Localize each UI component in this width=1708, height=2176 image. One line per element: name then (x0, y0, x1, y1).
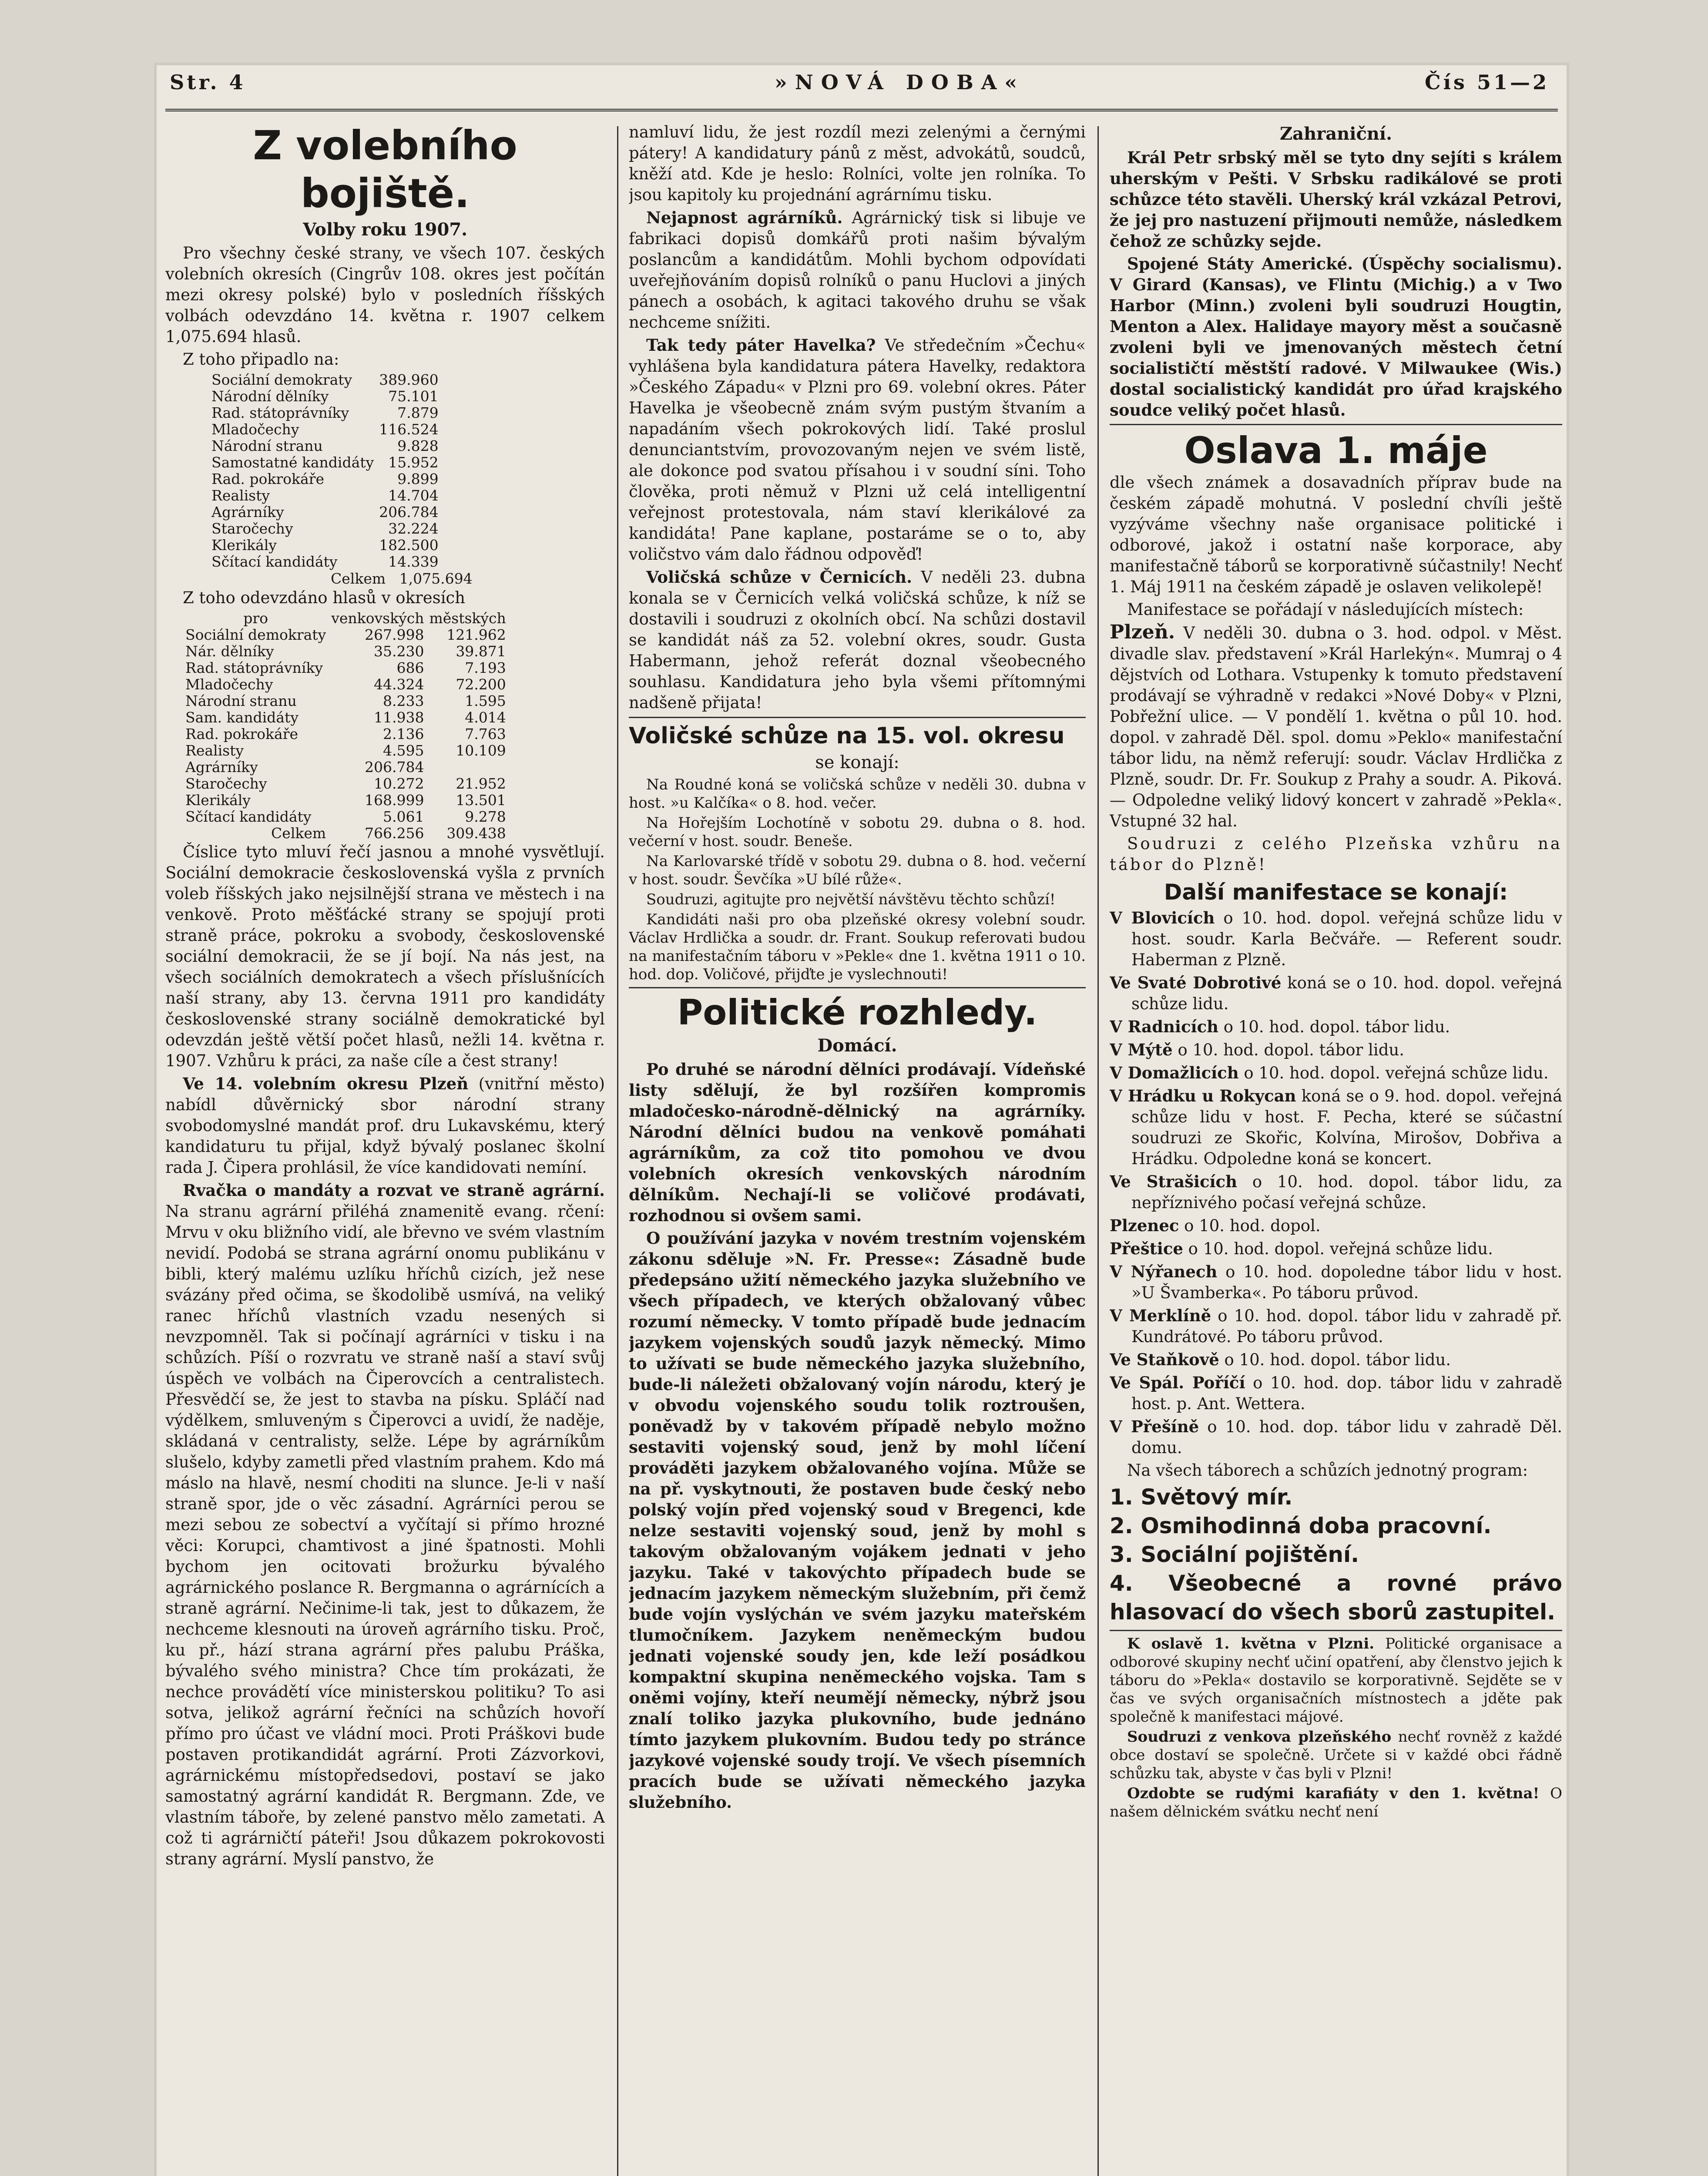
location-item: Ve Svaté Dobrotivé koná se o 10. hod. dopol. veřejná schůze lidu. (1110, 973, 1562, 1013)
table-row: Mladočechy 44.324 72.200 (185, 676, 506, 693)
page-header (157, 65, 1567, 113)
meeting-item: Na Karlovarské třídě v sobotu 29. dubna o 8. hod. večerní v host. soudr. Ševčíka »U bílé růže«. (629, 853, 1086, 888)
location-item: V Merklíně o 10. hod. dopol. tábor lidu v zahradě př. Kundrátové. Po táboru průvod. (1110, 1306, 1562, 1346)
table-row: Sociální demokraty 389.960 (211, 371, 439, 388)
location-item: V Mýtě o 10. hod. dopol. tábor lidu. (1110, 1040, 1404, 1059)
column-divider (617, 126, 618, 2176)
paragraph: Soudruzi z celého Plzeňska vzhůru na tábor do Plzně! (1110, 834, 1562, 874)
location-item: V Blovicích o 10. hod. dopol. veřejná schůze lidu v host. soudr. Karla Bečváře. — Referent soudr. Haberman z Plzně. (1110, 908, 1562, 969)
paragraph: Spojené Státy Americké. (Úspěchy socialismu). V Girard (Kansas), ve Flintu (Michig.) a v Two Harbor (Minn.) zvoleni byli soudruzi Hougtin, Menton a Alex. Halidaye mayory měst a současně zvoleni byli ve jmenovaných městech četní socialističtí městští radové. V Milwaukee (Wis.) dostal socialistický kandidát pro úřad krajského soudce veliký počet hlasů. (1110, 254, 1562, 420)
meeting-item: Na Roudné koná se voličská schůze v neděli 30. dubna v host. »u Kalčíka« o 8. hod. večer. (629, 776, 1086, 812)
table-row: Samostatné kandidáty 15.952 (211, 454, 439, 471)
location-item: V Domažlicích o 10. hod. dopol. veřejná schůze lidu. (1110, 1063, 1549, 1082)
paragraph: Nejapnost agrárníků. Agrárnický tisk si libuje ve fabrikaci dopisů domkářů proti našim bývalým poslancům a kandidátům. Mohli bychom odpovídati uveřejňováním dopisů rolníků o panu Huclovi a jiných pánech a osobách, k agitaci takového druhu se však nechceme snížiti. (629, 208, 1086, 332)
paragraph: Z toho odevzdáno hlasů v okresích (183, 588, 465, 607)
paragraph: Plzeň. V neděli 30. dubna o 3. hod. odpol. v Měst. divadle slav. představení »Král Harlekýn«. Mumraj o 4 dějstvích od Lothara. Vstupenky k tomuto představení prodávají se výhradně v redakci »Nové Doby« v Plzni, Pobřežní ulice. — V pondělí 1. května o půl 10. hod. dopol. v zahradě Děl. spol. domu »Peklo« manifestační tábor lidu, na němž referují: soudr. Václav Hrdlička z Plzně, soudr. Dr. Fr. Soukup z Prahy a soudr. A. Piková. — Odpoledne veliký lidový koncert v zahradě »Pekla«. Vstupné 32 hal. (1110, 621, 1562, 830)
table-row: Rad. státoprávníky 7.879 (211, 404, 439, 421)
table-row: Sčítací kandidáty 5.061 9.278 (185, 808, 506, 825)
column-3 (1110, 122, 1562, 2176)
table-row: Sociální demokraty 267.998 121.962 (185, 626, 506, 643)
section-rule (629, 717, 1086, 718)
program-item: 1. Světový mír. (1110, 1484, 1293, 1510)
paragraph: dle všech známek a dosavadních příprav bude na českém západě mohutná. V poslední chvíli ještě vyzýváme všechny naše organisace politické i odborové, jakož i ostatní naše korporace, aby manifestačně táborů se korporativně súčastnily! Nechť 1. Máj 1911 na českém západě je oslaven velikolepě! (1110, 473, 1562, 596)
paragraph: namluví lidu, že jest rozdíl mezi zelenými a černými pátery! A kandidatury pánů z měst, advokátů, soudců, kněží atd. Kde je heslo: Rolníci, volte jen rolníka. To jsou kapitoly ku projednání agrárnímu tisku. (629, 123, 1086, 204)
meeting-item: Soudruzi, agitujte pro největší návštěvu těchto schůzí! (646, 891, 1056, 908)
table-row: Národní stranu 8.233 1.595 (185, 692, 506, 709)
table-total: Celkem 1,075.694 (331, 570, 473, 587)
paragraph: Rvačka o mandáty a rozvat ve straně agrární. Na stranu agrární přiléhá znamenitě evang. rčení: Mrvu v oku bližního vidí, ale břevno ve svém vlastním nevidí. Podobá se strana agrární onomu publikánu v bibli, který malému uzlíku hříchů cizích, jež nese svázány před očima, se škodolibě usmívá, na veliký ranec hříchů vlastních vzadu nesených si nevzpomněl. Tak si počínají agrárníci v tisku i na schůzích. Píší o rozvratu ve straně naší a staví svůj úspěch ve volbách na Čiperovcích a centralistech. Přesvědčí se, že jest to stavba na písku. Spláčí nad výdělkem, smluveným s Čiperovci a uvidí, že naděje, skládaná v centralisty, selže. Lépe by agrárníkům slušelo, kdyby zametli před vlastním prahem. Kdo má máslo na hlavě, nesmí choditi na slunce. Je-li v naší straně spor, jde o věc zásadní. Agrárníci perou se mezi sebou ze sobectví a vyčítají si přímo hrozné věci: Korupci, chamtivost a jiné špatnosti. Mohli bychom jen ocitovati brožurku bývalého agrárnického poslance R. Bergmanna o agrárnících a straně agrární. Nečinime-li tak, jest to důkazem, že nechceme klesnouti na úroveň agrárního tisku. Proč, ku př., hází strana agrární přes palubu Práška, bývalého svého ministra? Chce tím prokázati, že nechce provádětí více ministerskou politiku? To asi sotva, jelikož agrární řečníci na schůzích hovoří přímo pro účast ve vládní moci. Proti Práškovi bude postaven protikandidát agrární. Proti Zázvorkovi, agrárnickému místopředsedovi, postaví se jako samostatný agrární kandidát R. Bergmann. Zde, ve vlastním táboře, by zelené panstvo mělo zametati. A což ti agrárničtí páteři! Jsou důkazem pokrokovosti strany agrární. Myslí panstvo, že (165, 1181, 605, 1868)
article-title: Z volebního bojiště. (253, 122, 517, 217)
meeting-item: Kandidáti naši pro oba plzeňské okresy volební soudr. Václav Hrdlička a soudr. dr. Frant. Soukup referovati budou na manifestačním táboru v »Pekle« dne 1. května 1911 o 10. hod. dop. Voličové, přijďte je vyslechnouti! (629, 911, 1086, 983)
section-rule (1110, 1630, 1562, 1631)
location-item: Ve Spál. Poříčí o 10. hod. dop. tábor lidu v zahradě host. p. Ant. Wettera. (1110, 1373, 1562, 1413)
table-row: Nár. dělníky 35.230 39.871 (185, 643, 506, 660)
paragraph: Tak tedy páter Havelka? Ve středečním »Čechu« vyhlášena byla kandidatura pátera Havelky, redaktora »Českého Západu« v Plzni pro 69. volební okres. Páter Havelka je všeobecně znám svým pustým štvaním a napadáním všech pokrokových lidí. Také proslul denunciantstvím, provozovaným nejen ve svém listě, ale dokonce pod svatou přísahou i v soudní síni. Toho člověka, proti němuž v Plzni už celá intelligentní veřejnost protestovala, nám staví klerikálové za kandidáta! Pane kaplane, postaráme se o to, aby voličstvo vám dalo řádnou odpověď! (629, 336, 1086, 564)
page-number: Str. 4 (170, 71, 246, 94)
politics-title: Politické rozhledy. (677, 992, 1037, 1033)
table-row: Rad. státoprávníky 686 7.193 (185, 659, 506, 676)
locations-list (1110, 907, 1562, 1458)
abroad-title: Zahraniční. (1279, 124, 1393, 144)
section-rule (1110, 424, 1562, 425)
paragraph: Soudruzi z venkova plzeňského nechť rovněž z každé obce dostaví se společně. Určete si v každé obci řádně schůzku tak, abyste v čas byli v Plzni! (1110, 1728, 1562, 1782)
column-divider (1097, 126, 1099, 2176)
paragraph: Voličská schůze v Černicích. V neděli 23. dubna konala se v Černicích velká voličská schůze, k níž se dostavili i soudruzi z okolních obcí. Na schůzi dostavil se kandidát náš za 52. volební okres, soudr. Gusta Habermann, jehož referát doznal všeobecného souhlasu. Kandidatura jeho byla všemi přítomnými nadšeně přijata! (629, 568, 1086, 712)
table-row: Národní stranu 9.828 (211, 437, 439, 454)
results-table (209, 372, 441, 570)
table-row: Staročechy 32.224 (211, 520, 439, 537)
table-row: Klerikály 182.500 (211, 537, 439, 554)
location-item: V Radnicích o 10. hod. dopol. tábor lidu. (1110, 1017, 1450, 1036)
location-item: Ve Staňkově o 10. hod. dopol. tábor lidu. (1110, 1350, 1451, 1369)
paragraph: Ve 14. volebním okresu Plzeň (vnitřní město) nabídl důvěrnický sbor národní strany svobodomyslné mandát prof. dru Lukavskému, který kandidaturu tu přijal, když bývalý poslanec školní rada J. Čipera prohlásil, že více kandidovati nemíní. (165, 1074, 605, 1177)
column-1 (165, 122, 605, 2176)
masthead: »NOVÁ DOBA« (775, 71, 1025, 94)
meetings-subtitle: se konají: (815, 752, 899, 772)
meetings-title: Voličské schůze na 15. vol. okresu (629, 723, 1065, 749)
table-row: Agrárníky 206.784 (211, 504, 439, 520)
section-rule (629, 987, 1086, 988)
paragraph: Král Petr srbský měl se tyto dny sejíti s králem uherským v Pešti. V Srbsku radikálové se proti schůzce této stavěli. Uherský král vzkázal Petrovi, že jej pro nastuzení přijmouti nemůže, následkem čehož ze schůzky sejde. (1110, 148, 1562, 251)
article-subtitle: Volby roku 1907. (302, 219, 468, 240)
table-row: Agrárníky 206.784 (185, 759, 424, 776)
table-row: Realisty 14.704 (211, 487, 439, 504)
district-table: pro venkovských městských Sociální demokraty 267.998 121.962 Nár. dělníky 35.230 39.871 Rad. státoprávníky 686 7.193 Mladočechy 44.324 72.200 Národní stranu 8.233 1.595 Sam. kandidáty 11.938 4.014 Rad. pokrokáře 2.136 7.763 Realisty 4.595 10.109 Agrárníky 206.784 Staročechy 10.272 21.952 Klerikály 168.999 13.501 Sčítací kandidáty 5.061 9.278 Celkem 766.256 309.438 (183, 610, 509, 842)
paragraph: Manifestace se pořádají v následujících místech: (1127, 600, 1524, 619)
table-row: Rad. pokrokáře 2.136 7.763 (185, 725, 506, 742)
header-rule (165, 109, 1558, 111)
program-list (1110, 1483, 1562, 1626)
paragraph: K oslavě 1. května v Plzni. Politické organisace a odborové skupiny nechť učiní opatření, aby členstvo jejich k táboru do »Pekla« dostavilo se korporativně. Sejděte se v čas ve svých organisačních místnostech a jděte pak společně k manifestaci májové. (1110, 1635, 1562, 1726)
location-item: V Přešíně o 10. hod. dop. tábor lidu v zahradě Děl. domu. (1110, 1417, 1562, 1457)
table-row: Sam. kandidáty 11.938 4.014 (185, 709, 506, 726)
table-row: Realisty 4.595 10.109 (185, 742, 506, 759)
location-item: V Nýřanech o 10. hod. dopoledne tábor lidu v host. »U Švamberka«. Po táboru průvod. (1110, 1262, 1562, 1302)
other-manifestations-title: Další manifestace se konají: (1164, 880, 1508, 905)
paragraph: Ozdobte se rudými karafiáty v den 1. května! O našem dělnickém svátku nechť není (1110, 1785, 1562, 1820)
may-day-title: Oslava 1. máje (1184, 429, 1488, 472)
paragraph: Pro všechny české strany, ve všech 107. českých volebních okresích (Cingrův 108. okres jest počítán mezi okresy polské) bylo v posledních říšských volbách odevzdáno 14. května r. 1907 celkem 1,075.694 hlasů. (165, 244, 605, 346)
paragraph: Z toho připadlo na: (183, 350, 339, 369)
location-item: V Hrádku u Rokycan koná se o 9. hod. dopol. veřejná schůze lidu v host. F. Pecha, které se súčastní soudruzi ze Skořic, Kolvína, Mirošov, Dobřiva a Hrádku. Odpoledne koná se koncert. (1110, 1086, 1562, 1168)
location-item: Ve Strašicích o 10. hod. dopol. tábor lidu, za nepříznivého počasí veřejná schůze. (1110, 1172, 1562, 1212)
paragraph: O používání jazyka v novém trestním vojenském zákonu sděluje »N. Fr. Presse«: Zásadně bude předepsáno užití německého jazyka služebního ve všech případech, ve kterých obžalovaný vůbec rozumí německy. V tomto případě bude jednacím jazykem vojenských soudů jazyk německý. Mimo to užívati se bude německého jazyka služebního, bude-li náležeti obžalovaný vojín národu, který je v obvodu vojenského soudu tolik roztroušen, poněvadž by v takovém případě nebylo možno sestaviti vojenský soud, jenž by mohl líčení prováděti jazykem obžalovaného vojína. Může se na př. vyskytnouti, že postaven bude český nebo polský vojín před vojenský soud v Bregenci, kde nelze sestaviti vojenský soud, jenž by mohl s takovým obžalovaným vojákem jednati v jeho jazyku. Také v takovýchto případech bude se jednacím jazykem německým služebním, při čemž bude vojín vyslýchán ve svém jazyku mateřském tlumočníkem. Jazykem neněmeckým budou jednati vojenské soudy jen, kde leží posádkou kompaktní skupina neněmeckého vojska. Tam s oněmi vojíny, kteří neumějí německy, nýbrž jsou znalí toliko jazyka plukovního, bude jednáno tímto jazykem plukovním. Budou tedy po stránce jazykové vojenské soudy trojí. Ve všech písemních pracích bude se užívati německého jazyka služebního. (629, 1229, 1086, 1812)
politics-subtitle: Domácí. (817, 1035, 897, 1056)
program-item: 4. Všeobecné a rovné právo hlasovací do všech sborů zastupitel. (1110, 1571, 1562, 1625)
table-row: Mladočechy 116.524 (211, 421, 439, 438)
meeting-item: Na Hořejším Lochotíně v sobotu 29. dubna o 8. hod. večerní v host. soudr. Beneše. (629, 814, 1086, 850)
table-row: Staročechy 10.272 21.952 (185, 775, 506, 792)
newspaper-page (157, 65, 1567, 2176)
paragraph: Číslice tyto mluví řečí jasnou a mnohé vysvětlují. Sociální demokracie československá vyšla z prvních voleb říšských jako nejsilnější strana ve městech i na venkově. Proto měšťácké strany se spojují proti straně práce, pokroku a svobody, československé sociální demokracii, že se jí bojí. Na nás jest, na všech sociálních demokratech a všech příslušnících naší strany, aby 13. června 1911 pro kandidáty československé strany sociálně demokratické byl odevzdán ještě větší počet hlasů, nežli 14. května r. 1907. Vzhůru k práci, za naše cíle a čest strany! (165, 843, 605, 1070)
program-item: 2. Osmihodinná doba pracovní. (1110, 1513, 1492, 1538)
paragraph: Po druhé se národní dělníci prodávají. Vídeňské listy sdělují, že byl rozšířen kompromis mladočesko-národně-dělnický na agrárníky. Národní dělníci budou na venkově pomáhati agrárníkům, za což tito pomohou ve dvou volebních okresích venkovských národním dělníkům. Nechají-li se voličové prodávati, rozhodnou si ovšem sami. (629, 1060, 1086, 1225)
table-row: Klerikály 168.999 13.501 (185, 792, 506, 809)
location-item: Plzenec o 10. hod. dopol. (1110, 1216, 1321, 1235)
program-item: 3. Sociální pojištění. (1110, 1542, 1359, 1567)
paragraph: Na všech táborech a schůzích jednotný program: (1127, 1461, 1528, 1480)
column-2 (629, 122, 1086, 2176)
table-row: Sčítací kandidáty 14.339 (211, 553, 439, 570)
table-row: Národní dělníky 75.101 (211, 388, 439, 405)
table-row: Rad. pokrokáře 9.899 (211, 470, 439, 487)
issue-number: Čís 51—2 (1424, 71, 1549, 94)
location-item: Přeštice o 10. hod. dopol. veřejná schůze lidu. (1110, 1239, 1493, 1258)
